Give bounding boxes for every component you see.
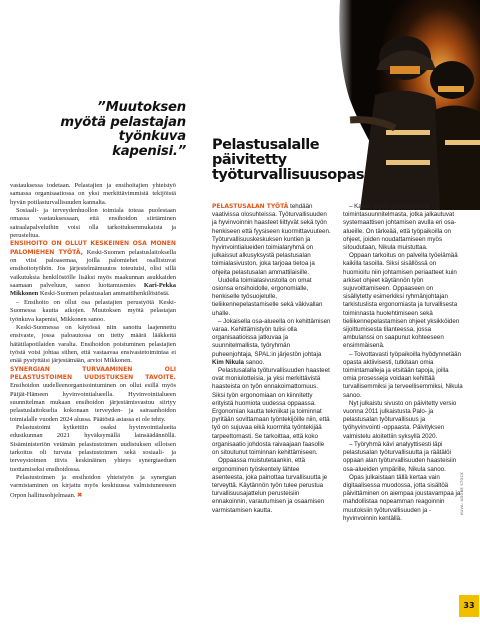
photo-credit: KUVA: ADOBE STOCK [460,471,464,515]
paragraph: – Toivottavasti työpaikoilla hyödynnetään opasta aktiivisesti, tutkitaan omia toimintamalleja ja etsitään tapoja, joilla omia prosesseja voidaan kehittää turvallisemmiksi ja terveellisemmiksi, Nikula sanoo. [343,350,463,399]
paragraph: Keski-Suomessa on käytössä niin sanottu laajennettu ensivaste, jossa paloautossa on tietty määrä lääkkeitä hätätilapotilaiden varalta. Ensihoidon poistuminen pelastajien työstä voisi johtaa siihen, että vastaavaa ensivastetoimintaa ei enää pystyttäisi järjestämään, arvioi Mikkonen. [10,323,176,365]
end-mark-icon: ✖ [77,490,83,499]
paragraph: Oppaan tarkoitus on palvella työelämää kaikilla tasoilla. Siksi sisällössä on huomioitu niin johtamisen periaatteet kuin arkiset ohjeet käytännön työn sujuvoittamiseen. Oppaaseen on sisällytetty esimerkiksi ryhmänjohtajan tarkistuslista ergonomiasta ja turvallisesta toiminnasta huolehtimiseen sekä tieliikennepelastamisen ohjeet yksikköiden sijoittumisesta tilanteessa, jossa ambulanssi on saapunut kohteeseen ensimmäisenä. [343,252,460,350]
paragraph: Uudella toimialasivustolla on omat osionsa ensihoidolle, ergonomialle, henkiselle työsuojelulle, tieliikennepelastamiselle sekä väkivallan uhalle. [212,276,323,317]
paragraph: Oppaassa muistutetaankin, että ergonominen työskentely lähtee asenteesta, joka painottaa turvallisuutta je terveyttä. Käytännön työn tulee perustua turvallisuusajattelun perusteisiin ennakoinnin, varautumisen ja osaamisen varmistamisen kautta. [212,457,328,514]
right-page [190,0,480,625]
paragraph-text: tehdään vaativissa olosuhteissa. Työturvallisuuden ja hyvinvoinnin haasteet liittyvät sekä työn henkiseen että fyysiseen kuormittavuuteen. Työturvallisuuskeskuksen kuntien ja hyvinvointialueiden toimialaryhmä on julkaissut alkusyksystä pelastusalan toimialasivuston, joka tarjoaa tietoa ja ohjeita pelastusalan ammattilaisille. [212,203,331,276]
paragraph: – Ensihoito on ollut osa pelastajien perustyötä Keski-Suomessa kautta aikojen. Muutoksen myötä pelastajan työnkuva kapenisi, Mikkonen sanoo. [10,298,176,323]
left-article-body [10,182,176,500]
paragraph [10,240,176,298]
paragraph-text: Keski-Suomen pelastuslaitoksella on viisi paloasemaa, joilla palomiehet osallistuvat ensihoitotyöhön. Jos järjestelmämuutos toteutuisi, olisi sillä vaikutuksia henkilöstölle lisäksi myös maakunnan asukkaiden saamaan palveluun, sanoo luottamusmies [10,248,176,290]
paragraph: Nyt julkaistu sivusto on päivitetty versio vuonna 2011 julkaistusta Palo- ja pelastusalan työturvallisuus ja työhyvinvointi -oppaasta. Päivityksen valmistelu aloitettiin syksyllä 2020. [343,399,457,440]
paragraph-text: Pelastustoimen ja ensihoidon yhteistyön ja synergian varmistaminen on kirjattu myös keskiuussa valmistuneeseen Orpon hallitusohjelmaan. [10,474,176,499]
paragraph [212,203,332,277]
pull-quote: ”Muutoksen myötä pelastajan työnkuva kapenisi.” [60,100,186,159]
lead-in: PELASTUSALAN TYÖTÄ [212,203,289,210]
article-headline: Pelastusalalle päivitetty työturvallisuusopas [212,137,365,183]
paragraph: – Kaikki lähtee strategiasta ja toimintasuunnitelmasta, jotka jalkautuvat systemaattisen johtamisen avulla eri osa-alueille. On tärkeää, että työpaikoilla on ohjeet, joiden noudattamiseen myös sitoudutaan, Nikula muistuttaa. [343,203,457,252]
paragraph-text: Ensihoidon uudelleenorganisointuminen on ollut esillä myös Päijät-Hämeen hyvinvointialueella. Hyvinvointialueen suunnitelman mukaan ensihoidon järjestämisvastuu siirtyy pelastuslaitokselta kokonaan terveyden- ja sairaanhoidon toimialalle vuoden 2024 alussa. Päätöstä asiassa ei ole tehty. [10,382,176,423]
paragraph: Pelastusalalla työturvallisuuden haasteet ovat moniulotteisia, ja yksi merkittävistä haasteista on työn ennakoimattomuus. Siksi työn ergonomiaan on kiinnitetty erityistä huomiota uudessa oppaassa. Ergonomian kautta tekniikat ja toiminnat pyritään sovittamaan työntekijöille niin, että työ on sujuvaa eikä kuormita työntekijää tarpeettomasti. Se tarkoittaa, että koko organisaatio johdosta raivaajaan faasolle on sitoutunut toiminnan kehittämiseen. [212,367,330,457]
paragraph [10,474,176,500]
section-heading: ENSIHOITO ON OLLUT KESKEINEN OSA MONEN PALOMIEHEN TYÖTÄ, [10,240,176,256]
paragraph-text: Keski-Suomen pelastusalan ammattihenkilöstöstä. [38,290,170,298]
page-number: 33 [459,595,479,617]
paragraph: Sosiaali- ja terveydenhuollon toimiala toteaa puolestaan omassa vastauksessaan, että ensihoidon siirtäminen sairaalapalveluihin voisi olla tarkoituksenmukaista ja perusteltua. [10,207,176,240]
person-name: Kari-Pekka Mikkonen [10,282,176,298]
paragraph [10,366,176,424]
person-name: Kim Nikula [212,358,244,366]
paragraph-text: sanoo. [243,358,265,366]
left-page [0,0,190,625]
paragraph: vastauksessa todetaan. Pelastajien ja ensihoitajien yhteistyö samassa organisaatiossa on yksi merkittävimmistä tekijöistä hyvän potilasturvallisuuden kannalta. [10,182,176,206]
paragraph: Pelastustoimi kytkettiin osaksi hyvinvointialueita edustkunnan 2021 hyväksymällä lainsäädännöllä. Sisäministeriön vetämän pelastustoimen uudistuksen silloisen tarkoitus oli turvata pelastustoimen sekä sosiaali- ja terveystoimen tiivis keskinäinen yhteys synergiaeduen tuottamiseksi ensihoidossa. [10,423,176,473]
paragraph: – Työryhmä kävi analyyttisesti läpi pelastusalan työturvallisuutta ja räätälöi oppaan alan työturvallisuuden haasteisiin osa-alueiden ympärille, Nikula sanoo. [343,440,457,473]
paragraph-text: – Jokaisella osa-alueella on kehittämisen varaa. Kehittämistyön tulisi olla organisaatioissa jatkuvaa ja suunnitelmallista, työryhmän puheenjohtaja, SPAL:in järjestön johtaja [212,317,331,358]
paragraph: Opas julkaistaan tällä kertaa vain digitaalisessa muodossa, jotta sisältöä päivittäminen on aiempaa joustavampaa ja mahdollistaa nopeamman reagoinnin muutoksiin työturvallisuuden ja -hyvinvoinnin kentällä. [343,473,461,522]
article-column-1 [212,203,332,515]
article-column-2 [343,203,463,523]
paragraph [212,318,332,367]
section-heading: SYNERGIAN TURVAAMINEN OLI PELASTUSTOIMEN UUDISTUKSEN TAVOITE. [10,365,176,381]
